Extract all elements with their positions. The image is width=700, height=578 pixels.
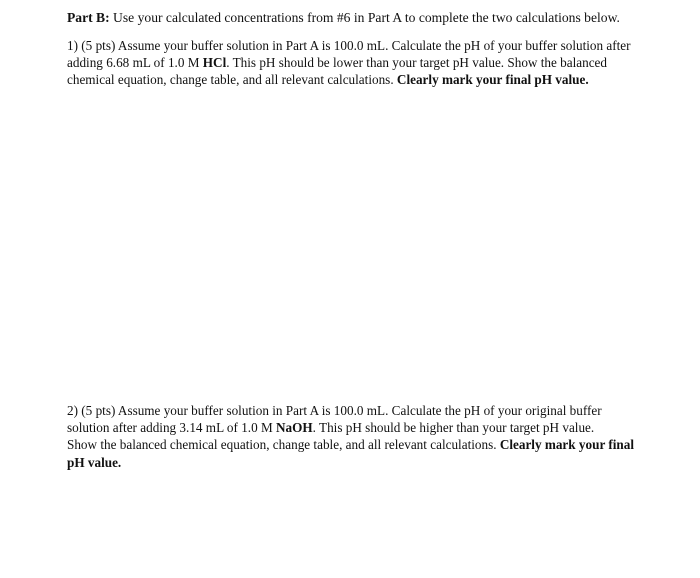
question-2-lead: 2) (5 pts) Assume your buffer solution in Part A is 100.0 mL. Calculate the pH of your original buffer solution after adding 3.14 mL of 1.0 M [67,403,602,436]
question-1 [67,37,637,89]
question-2-instructions-line [67,436,637,470]
question-2-instructions: Show the balanced chemical equation, change table, and all relevant calculations. [67,437,500,453]
question-1-emphasis: Clearly mark your final pH value. [396,72,589,88]
part-b-label: Part B: [67,10,110,25]
question-1-reagent: HCl [202,55,227,71]
question-2-emphasis: Clearly mark your final pH value. [67,437,634,470]
question-2 [67,402,637,471]
question-2-reagent: NaOH [276,420,313,436]
question-1-lead: 1) (5 pts) Assume your buffer solution in Part A is 100.0 mL. Calculate the pH of your buffer solution after adding 6.68 mL of 1.0 M [67,38,631,71]
part-b-intro [67,9,687,26]
part-b-text: Use your calculated concentrations from #6 in Part A to complete the two calculations below. [109,10,620,25]
question-2-middle: . This pH should be higher than your target pH value. [312,420,595,436]
question-1-middle: . This pH should be lower than your target pH value. Show the balanced chemical equation, change table, and all relevant calculations. [67,55,608,88]
